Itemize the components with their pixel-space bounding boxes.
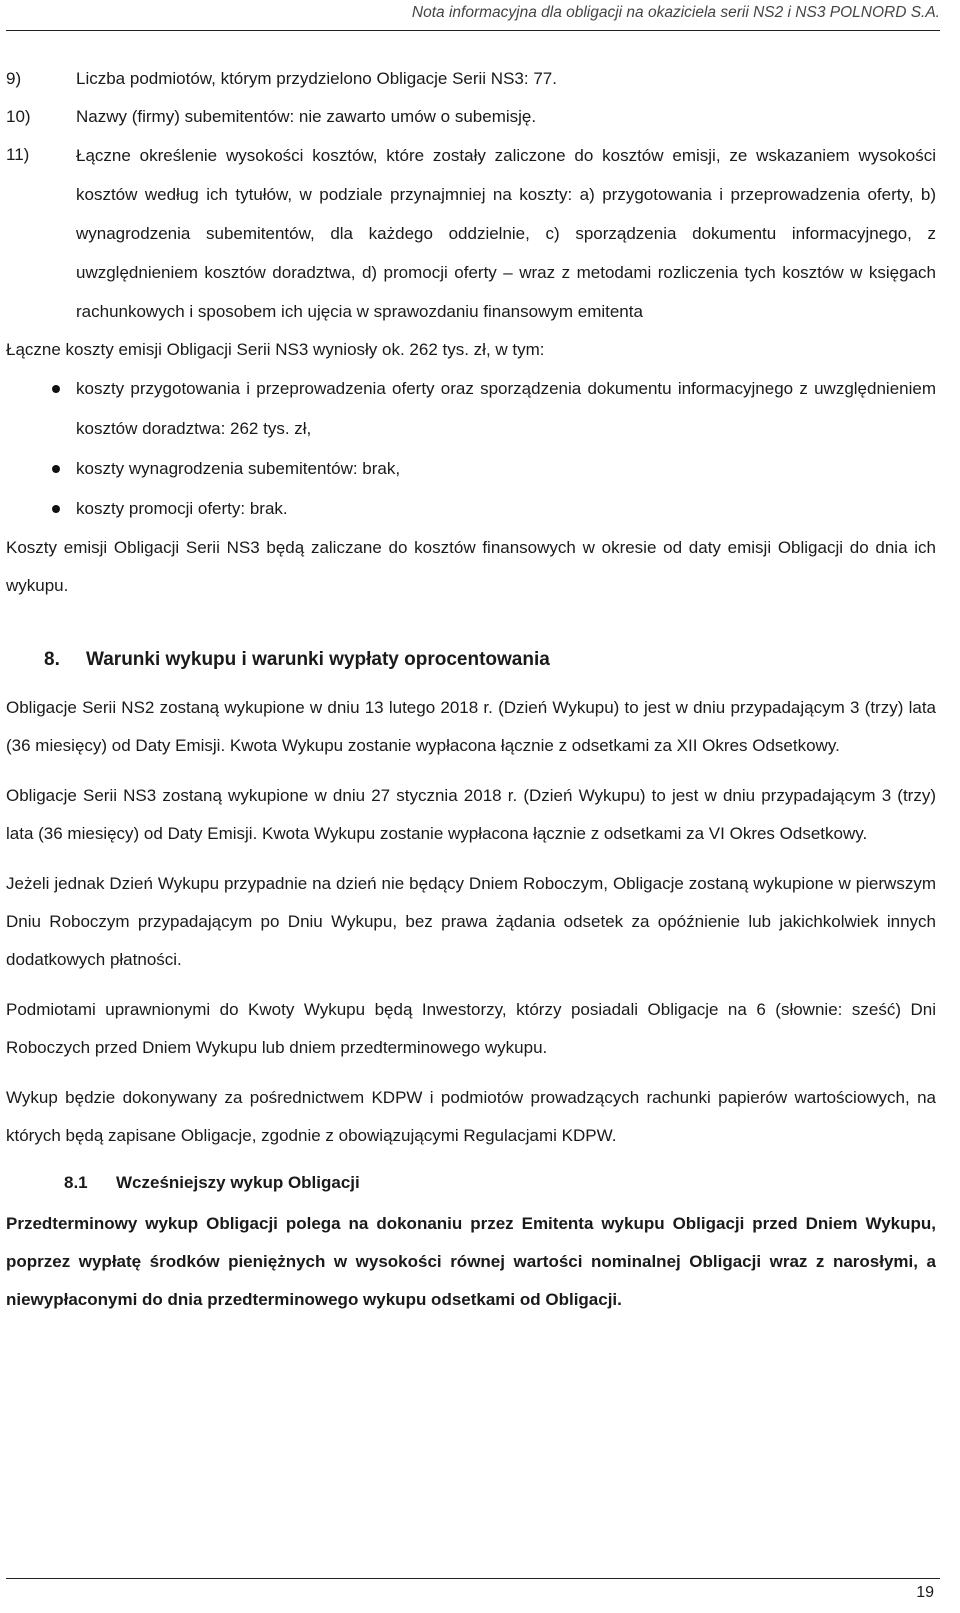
section-title: Warunki wykupu i warunki wypłaty oprocentowania xyxy=(86,649,550,670)
section-heading-8-1 xyxy=(6,1173,936,1193)
list-item-10 xyxy=(6,98,936,136)
bullet-icon xyxy=(52,385,60,393)
section-number: 8.1 xyxy=(64,1173,88,1192)
bullet-text: koszty promocji oferty: brak. xyxy=(76,499,288,518)
item-text: Łączne określenie wysokości kosztów, które zostały zaliczone do kosztów emisji, ze wskazaniem wysokości kosztów według ich tytułów, w podziale przynajmniej na koszty: a) przygotowania i przeprowadzenia oferty, b) wynagrodzenia subemitentów, dla każdego oddzielnie, c) sporządzenia dokumentu informacyjnego, z uwzględnieniem kosztów doradztwa, d) promocji oferty – wraz z metodami rozliczenia tych kosztów w księgach rachunkowych i sposobem ich ujęcia w sprawozdaniu finansowym emitenta xyxy=(76,146,936,321)
paragraph: Obligacje Serii NS3 zostaną wykupione w dniu 27 stycznia 2018 r. (Dzień Wykupu) to jest w dniu przypadającym 3 (trzy) lata (36 miesięcy) od Daty Emisji. Kwota Wykupu zostanie wypłacona łącznie z odsetkami za VI Okres Odsetkowy. xyxy=(6,786,936,843)
paragraph-gap xyxy=(6,1067,936,1079)
list-item xyxy=(6,369,936,449)
paragraph: Podmiotami uprawnionymi do Kwoty Wykupu będą Inwestorzy, którzy posiadali Obligacje na 6 (słownie: sześć) Dni Roboczych przed Dniem Wykupu lub dniem przedterminowego wykupu. xyxy=(6,1000,936,1057)
paragraph-bold: Przedterminowy wykup Obligacji polega na dokonaniu przez Emitenta wykupu Obligacji przed Dniem Wykupu, poprzez wypłatę środków pieniężnych w wysokości równej wartości nominalnej Obligacji wraz z narosłymi, a niewypłaconymi do dnia przedterminowego wykupu odsetkami od Obligacji. xyxy=(6,1214,936,1309)
bullet-text: koszty przygotowania i przeprowadzenia oferty oraz sporządzenia dokumentu informacyjnego z uwzględnieniem kosztów doradztwa: 262 tys. zł, xyxy=(76,379,936,438)
costs-note: Koszty emisji Obligacji Serii NS3 będą zaliczane do kosztów finansowych w okresie od daty emisji Obligacji do dnia ich wykupu. xyxy=(6,538,936,595)
bullet-icon xyxy=(52,505,60,513)
item-number: 9) xyxy=(6,69,22,88)
paragraph-gap xyxy=(6,765,936,777)
bullet-icon xyxy=(52,465,60,473)
section-number: 8. xyxy=(44,649,60,670)
costs-intro: Łączne koszty emisji Obligacji Serii NS3 wyniosły ok. 262 tys. zł, w tym: xyxy=(6,340,545,359)
section-title: Wcześniejszy wykup Obligacji xyxy=(116,1173,360,1192)
page-number: 19 xyxy=(916,1584,934,1601)
list-item-9 xyxy=(6,60,936,98)
list-item xyxy=(6,449,936,489)
item-text: Nazwy (firmy) subemitentów: nie zawarto umów o subemisję. xyxy=(76,107,537,126)
item-text: Liczba podmiotów, którym przydzielono Obligacje Serii NS3: 77. xyxy=(76,69,557,88)
section-heading-8 xyxy=(6,649,936,671)
paragraph-gap xyxy=(6,979,936,991)
page-header xyxy=(6,0,940,31)
paragraph: Wykup będzie dokonywany za pośrednictwem KDPW i podmiotów prowadzących rachunki papierów wartościowych, na których będą zapisane Obligacje, zgodnie z obowiązującymi Regulacjami KDPW. xyxy=(6,1088,936,1145)
paragraph-gap xyxy=(6,853,936,865)
list-item-11 xyxy=(6,136,936,331)
bullet-text: koszty wynagrodzenia subemitentów: brak, xyxy=(76,459,401,478)
header-title: Nota informacyjna dla obligacji na okaziciela serii NS2 i NS3 POLNORD S.A. xyxy=(411,4,940,21)
footer-divider xyxy=(6,1578,940,1579)
paragraph: Obligacje Serii NS2 zostaną wykupione w dniu 13 lutego 2018 r. (Dzień Wykupu) to jest w dniu przypadającym 3 (trzy) lata (36 miesięcy) od Daty Emisji. Kwota Wykupu zostanie wypłacona łącznie z odsetkami za XII Okres Odsetkowy. xyxy=(6,698,936,755)
item-number: 11) xyxy=(6,145,30,164)
page-content xyxy=(6,60,936,1319)
cost-bullet-list xyxy=(6,369,936,529)
item-number: 10) xyxy=(6,107,31,126)
paragraph: Jeżeli jednak Dzień Wykupu przypadnie na dzień nie będący Dniem Roboczym, Obligacje zostaną wykupione w pierwszym Dniu Roboczym przypadającym po Dniu Wykupu, bez prawa żądania odsetek za opóźnienie lub jakichkolwiek innych dodatkowych płatności. xyxy=(6,874,936,969)
list-item xyxy=(6,489,936,529)
